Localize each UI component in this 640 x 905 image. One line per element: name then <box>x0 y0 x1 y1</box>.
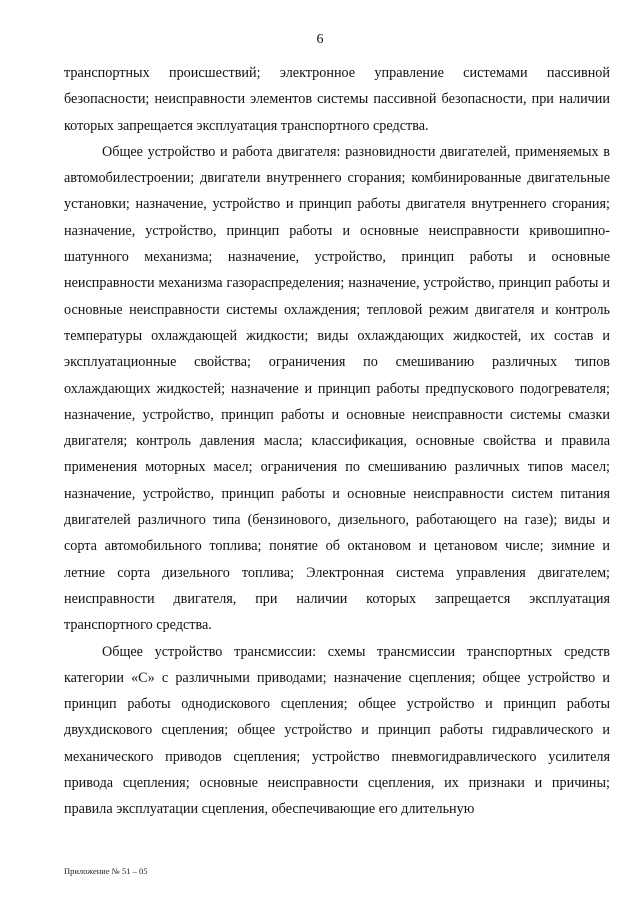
paragraph-engine: Общее устройство и работа двигателя: разновидности двигателей, применяемых в автомобилестроении; двигатели внутреннего сгорания; комбинированные двигательные установки; назначение, устройство и принцип работы двигателя внутреннего сгорания; назначение, устройство, принцип работы и основные неисправности кривошипно-шатунного механизма; назначение, устройство, принцип работы и основные неисправности механизма газораспределения; назначение, устройство, принцип работы и основные неисправности системы охлаждения; тепловой режим двигателя и контроль температуры охлаждающей жидкости; виды охлаждающих жидкостей, их состав и эксплуатационные свойства; ограничения по смешиванию различных типов охлаждающих жидкостей; назначение и принцип работы предпускового подогревателя; назначение, устройство, принцип работы и основные неисправности системы смазки двигателя; контроль давления масла; классификация, основные свойства и правила применения моторных масел; ограничения по смешиванию различных типов масел; назначение, устройство, принцип работы и основные неисправности систем питания двигателей различного типа (бензинового, дизельного, работающего на газе); виды и сорта автомобильного топлива; понятие об октановом и цетановом числе; зимние и летние сорта дизельного топлива; Электронная система управления двигателем; неисправности двигателя, при наличии которых запрещается эксплуатация транспортного средства. <box>64 143 610 634</box>
footer-note: Приложение № 51 – 05 <box>64 866 148 876</box>
page-number: 6 <box>316 32 324 47</box>
body-text <box>64 60 610 823</box>
paragraph-passive-safety: транспортных происшествий; электронное управление системами пассивной безопасности; неисправности элементов системы пассивной безопасности, при наличии которых запрещается эксплуатация транспортного средства. <box>64 65 610 134</box>
paragraph-transmission: Общее устройство трансмиссии: схемы трансмиссии транспортных средств категории «С» с различными приводами; назначение сцепления; общее устройство и принцип работы однодискового сцепления; общее устройство и принцип работы двухдискового сцепления; общее устройство и принцип работы гидравлического и механического приводов сцепления; устройство пневмогидравлического усилителя привода сцепления; основные неисправности сцепления, их признаки и причины; правила эксплуатации сцепления, обеспечивающие его длительную <box>64 643 610 818</box>
